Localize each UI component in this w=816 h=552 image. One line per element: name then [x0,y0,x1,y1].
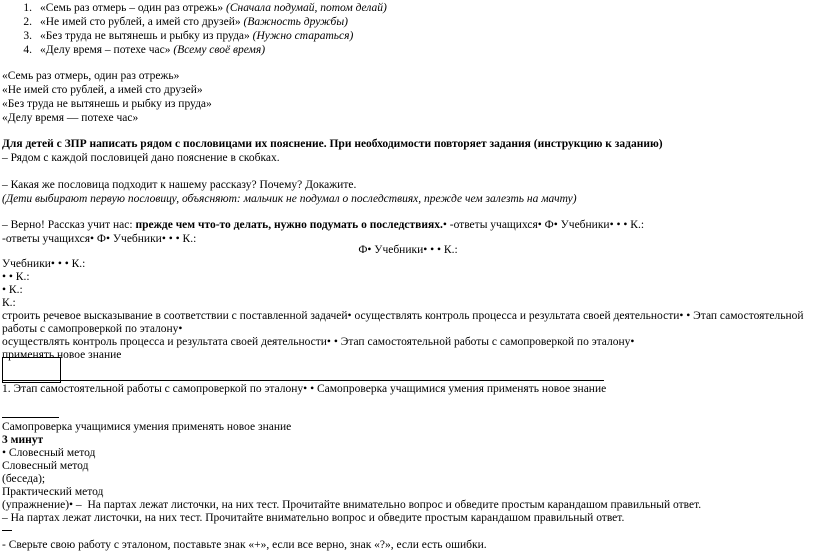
list-item [6,1,387,15]
fragment-line: • • К.: [2,271,30,283]
proverb-text: «Семь раз отмерь – один раз отрежь» [40,2,224,14]
list-number: 2. [23,16,32,28]
proverb-meaning: (Всему своё время) [173,44,266,56]
minutes: 3 минут [2,434,44,446]
fragment-line: К.: [2,297,16,309]
proverb-meaning: (Нужно стараться) [252,30,354,42]
exercise-line [2,498,701,512]
proverb-meaning: (Важность дружбы) [243,16,348,28]
verdict-post: • -ответы учащихся• Ф• Учебники• • • К.: [442,219,645,231]
verdict-line [2,218,644,232]
fragment-line: Учебники• • • К.: [2,258,86,270]
list-number: 4. [23,44,32,56]
fragment-line: применять новое знание [2,349,122,361]
test-text: На партах лежат листочки, на них тест. Прочитайте внимательно вопрос и обведите простым карандашом правильный ответ. [87,499,702,511]
fragment-line: работы с самопроверкой по эталону• [2,323,183,335]
check-line: - Сверьте свою работу с эталоном, поставьте знак «+», если все верно, знак «?», если есть ошибки. [2,539,487,551]
divider [2,530,12,531]
method-practical: Практический метод [2,486,104,498]
fragment-line: осуществлять контроль процесса и результата своей деятельности• • Этап самостоятельной работы с самопроверкой по эталону• [2,336,635,348]
list-item [6,29,353,43]
divider [2,417,59,418]
question-note: (Дети выбирают первую пословицу, объясняют: мальчик не подумал о последствиях, прежде чем залезть на мачту) [2,193,577,205]
proverb-text: «Без труда не вытянешь и рыбку из пруда» [40,30,250,42]
proverb-text: «Делу время – потехе час» [40,44,171,56]
fragment-line: • К.: [2,284,23,296]
list-number: 3. [23,30,32,42]
divider [2,380,604,381]
fragment-line: строить речевое высказывание в соответствии с поставленной задачей• осуществлять контроль процесса и результата своей деятельности• • Этап самостоятельной [2,310,804,322]
proverb-line: «Семь раз отмерь, один раз отрежь» [2,70,180,82]
verdict-bold: прежде чем что-то делать, нужно подумать о последствиях. [135,219,443,231]
method-verbal: Словесный метод [2,460,89,472]
zpr-answer: – Рядом с каждой пословицей дано пояснение в скобках. [2,152,280,164]
conversation: (беседа); [2,473,46,485]
question: – Какая же пословица подходит к нашему рассказу? Почему? Докажите. [2,179,357,191]
method-verbal-bullet: • Словесный метод [2,447,96,459]
proverb-line: «Не имей сто рублей, а имей сто друзей» [2,84,203,96]
self-check: Самопроверка учащимися умения применять новое знание [2,421,292,433]
stage-line: 1. Этап самостоятельной работы с самопроверкой по эталону• • Самопроверка учащимися умения применять новое знание [2,383,607,395]
list-item [6,43,265,57]
proverb-meaning: (Сначала подумай, потом делай) [226,2,387,14]
zpr-heading: Для детей с ЗПР написать рядом с пословицами их пояснение. При необходимости повторяет задания (инструкцию к заданию) [2,138,663,150]
proverb-line: «Без труда не вытянешь и рыбку из пруда» [2,98,212,110]
fragment-line: -ответы учащихся• Ф• Учебники• • • К.: [2,233,197,245]
test-line: – На партах лежат листочки, на них тест. Прочитайте внимательно вопрос и обведите простым карандашом правильный ответ. [2,512,625,524]
exercise-pre: (упражнение)• – [2,499,82,511]
list-number: 1. [23,2,32,14]
fragment-line-centered: Ф• Учебники• • • К.: [358,244,458,256]
proverb-text: «Не имей сто рублей, а имей сто друзей» [40,16,241,28]
verdict-pre: – Верно! Рассказ учит нас: [2,219,136,231]
list-item [6,15,348,29]
proverb-line: «Делу время — потехе час» [2,112,139,124]
